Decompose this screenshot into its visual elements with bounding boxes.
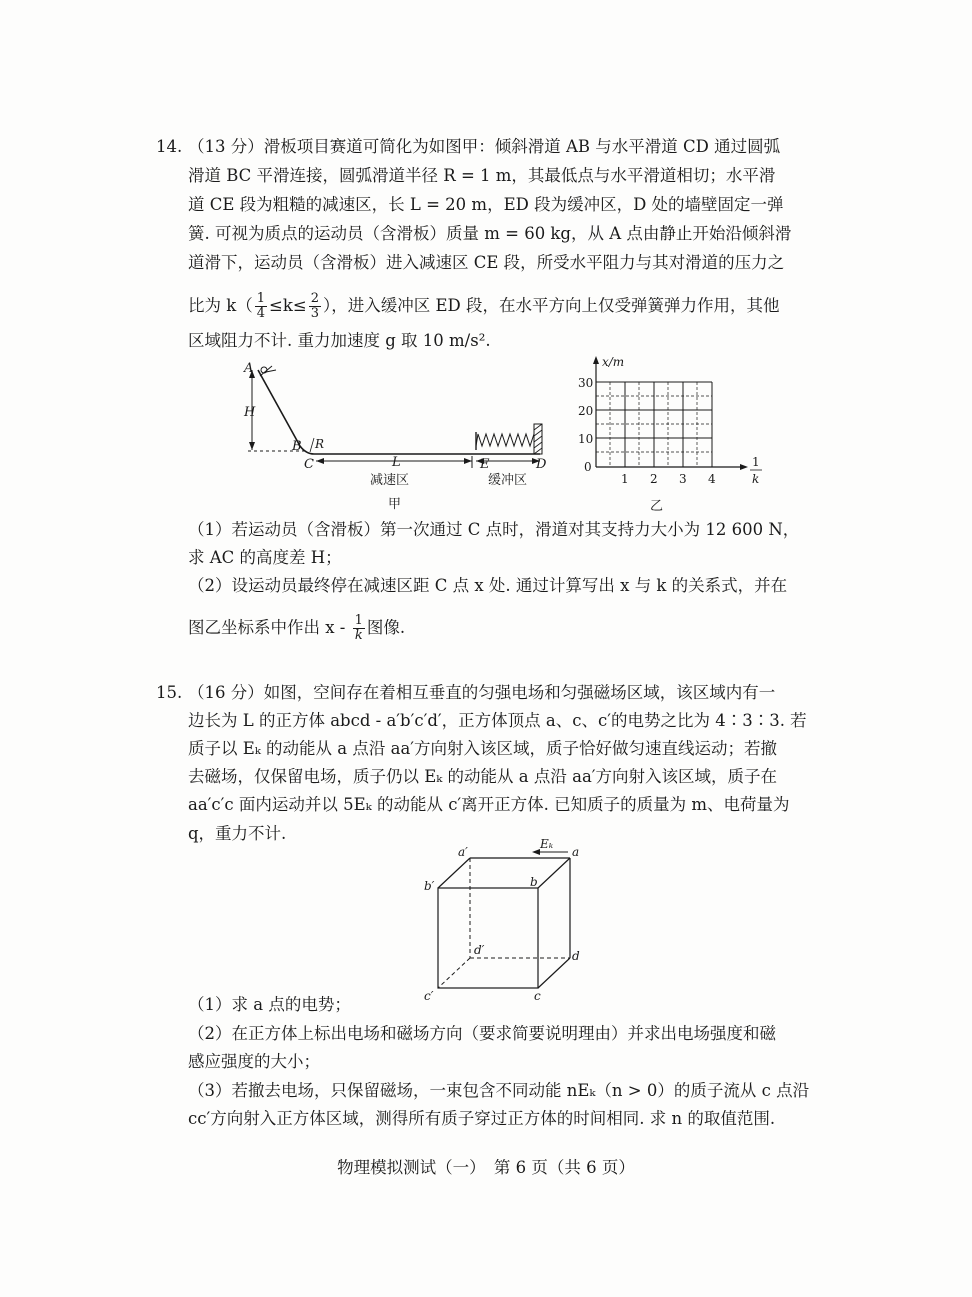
- y-tick-0: 0: [584, 460, 592, 474]
- q15-sub2-a: （2）在正方体上标出电场和磁场方向（要求简要说明理由）并求出电场强度和磁: [188, 1024, 776, 1043]
- caption-jia: 甲: [388, 497, 402, 512]
- frac-den: k: [354, 628, 363, 643]
- q15-line-5: aa′c′c 面内运动并以 5Eₖ 的动能从 c′离开正方体. 已知质子的质量为 m、电荷量为: [188, 795, 790, 814]
- vertex-b-prime: b′: [424, 879, 435, 893]
- q14-line-7: 区域阻力不计. 重力加速度 g 取 10 m/s².: [188, 331, 491, 350]
- figure-jia: [236, 358, 556, 518]
- fraction-two-thirds: [309, 292, 321, 321]
- figure-yi: [572, 350, 772, 520]
- frac-den: 4: [256, 306, 266, 321]
- frac-num: 2: [310, 291, 319, 306]
- y-tick-30: 30: [578, 376, 594, 390]
- cube-front-face: [438, 888, 538, 988]
- figure-cube: [420, 838, 590, 1006]
- x-axis-label-num: 1: [752, 455, 760, 469]
- frac-den: 3: [310, 306, 319, 321]
- label-e: E: [480, 457, 490, 472]
- frac-num: 1: [354, 613, 363, 628]
- q14-line-6: [188, 292, 779, 321]
- vertex-d-prime: d′: [474, 943, 485, 957]
- q14-line-6-c: ），进入缓冲区 ED 段，在水平方向上仅受弹簧弹力作用，其他: [322, 296, 780, 315]
- cube-hidden-edges: [438, 858, 570, 988]
- q14-line-5: 道滑下，运动员（含滑板）进入减速区 CE 段，所受水平阻力与其对滑道的压力之: [188, 253, 785, 272]
- height-arrow-bottom: [249, 442, 255, 450]
- label-a: A: [244, 361, 254, 376]
- incline-ab: [258, 370, 300, 446]
- fraction-quarter: [255, 292, 267, 321]
- wall-hatch: [534, 424, 542, 454]
- q14-sub1-a: （1）若运动员（含滑板）第一次通过 C 点时，滑道对其支持力大小为 12 600 N，: [188, 520, 800, 539]
- x-tick-3: 3: [679, 472, 687, 486]
- x-tick-2: 2: [650, 472, 658, 486]
- label-c: C: [304, 457, 314, 472]
- question-15-number: 15.: [156, 683, 183, 702]
- arc-bc: [300, 446, 314, 454]
- q15-line-2: 边长为 L 的正方体 abcd - a′b′c′d′，正方体顶点 a、c、c′的电势之比为 4∶3∶3. 若: [188, 711, 807, 730]
- q15-line-4: 去磁场，仅保留电场，质子仍以 Eₖ 的动能从 a 点沿 aa′方向射入该区域，质子在: [188, 767, 778, 786]
- q15-line-6: q，重力不计.: [188, 824, 287, 843]
- q15-sub1: （1）求 a 点的电势；: [188, 995, 351, 1014]
- vertex-c-prime: c′: [424, 989, 434, 1003]
- page-footer: 物理模拟测试（一） 第 6 页（共 6 页）: [337, 1158, 635, 1177]
- vertex-b: b: [530, 875, 538, 889]
- label-d: D: [536, 457, 547, 472]
- caption-yi: 乙: [650, 499, 664, 514]
- q14-line-6-b: ≤k≤: [269, 296, 307, 315]
- q15-sub3-a: （3）若撤去电场，只保留磁场，一束包含不同动能 nEₖ（n > 0）的质子流从 c 点沿: [188, 1081, 810, 1100]
- label-zone1: 减速区: [370, 473, 410, 488]
- y-axis-label: x/m: [602, 355, 625, 369]
- x-tick-1: 1: [621, 472, 629, 486]
- spring: [476, 434, 534, 446]
- fraction-one-over-k: [353, 614, 365, 643]
- skier-icon: [260, 366, 276, 376]
- vertex-c: c: [534, 989, 541, 1003]
- q15-line-3: 质子以 Eₖ 的动能从 a 点沿 aa′方向射入该区域，质子恰好做匀速直线运动；若撤: [188, 739, 778, 758]
- q15-sub3-b: cc′方向射入正方体区域，测得所有质子穿过正方体的时间相同. 求 n 的取值范围.: [188, 1109, 776, 1128]
- q15-line-1: （16 分）如图，空间存在着相互垂直的匀强电场和匀强磁场区域，该区域内有一: [188, 683, 776, 702]
- q14-sub2-b-post: 图像.: [366, 618, 406, 637]
- x-tick-4: 4: [708, 472, 716, 486]
- q14-line-6-a: 比为 k（: [188, 296, 253, 315]
- question-14-number: 14.: [156, 137, 183, 156]
- ek-arrow-head: [532, 849, 540, 855]
- radius-line: [310, 438, 314, 452]
- y-tick-10: 10: [578, 432, 594, 446]
- label-h: H: [244, 405, 256, 420]
- q14-line-2: 滑道 BC 平滑连接，圆弧滑道半径 R = 1 m，其最低点与水平滑道相切；水平滑: [188, 166, 776, 185]
- label-zone2: 缓冲区: [488, 473, 528, 488]
- vertex-d: d: [572, 949, 580, 963]
- y-tick-20: 20: [578, 404, 594, 418]
- q14-sub2-a: （2）设运动员最终停在减速区距 C 点 x 处. 通过计算写出 x 与 k 的关系式，并在: [188, 576, 788, 595]
- label-b: B: [292, 439, 302, 454]
- q14-line-4: 簧. 可视为质点的运动员（含滑板）质量 m = 60 kg，从 A 点由静止开始沿倾斜滑: [188, 224, 792, 243]
- vertex-a-prime: a′: [458, 845, 468, 859]
- frac-num: 1: [256, 291, 266, 306]
- q14-sub2-b-pre: 图乙坐标系中作出 x -: [188, 618, 351, 637]
- q14-sub1-b: 求 AC 的高度差 H；: [188, 548, 342, 567]
- q14-line-3: 道 CE 段为粗糙的减速区，长 L = 20 m，ED 段为缓冲区，D 处的墙壁固定一弹: [188, 195, 784, 214]
- label-ek: Eₖ: [540, 838, 554, 851]
- q15-sub2-b: 感应强度的大小；: [188, 1052, 320, 1071]
- vertex-a: a: [572, 845, 580, 859]
- label-l: L: [392, 455, 401, 470]
- x-axis-label-den: k: [752, 472, 760, 486]
- label-r: R: [315, 437, 325, 451]
- q14-line-1: （13 分）滑板项目赛道可简化为如图甲：倾斜滑道 AB 与水平滑道 CD 通过圆弧: [188, 137, 781, 156]
- q14-sub2-b: [188, 614, 405, 643]
